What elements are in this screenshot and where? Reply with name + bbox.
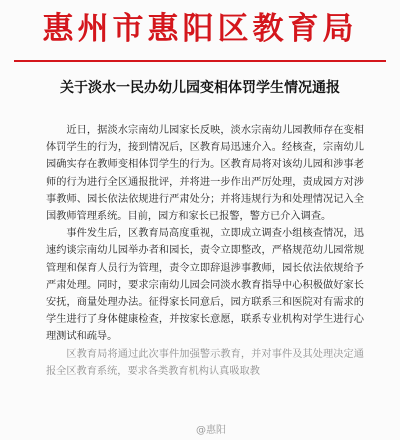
notice-body bbox=[46, 122, 364, 380]
letterhead bbox=[0, 0, 400, 64]
issuer-name: 惠州市惠阳区教育局 bbox=[42, 11, 358, 47]
notice-title: 关于淡水一民办幼儿园变相体罚学生情况通报 bbox=[60, 80, 340, 96]
watermark-text: @惠阳 bbox=[196, 425, 226, 436]
red-divider bbox=[14, 60, 386, 62]
paragraph-1: 近日，据淡水宗南幼儿园家长反映，淡水宗南幼儿园教师存在变相体罚学生的行为，接到情况后，区教育局迅速介入。经核查，宗南幼儿园确实存在教师变相体罚学生的行为。区教育局将对该幼儿园和涉事老师的行为进行全区通报批评，并将进一步作出严厉处理，责成园方对涉事教师、园长依法依规进行严肃处分；并将违规行为和处理情况记入全国教师管理系统。目前，园方和家长已报警，警方已介入调查。 bbox=[46, 125, 364, 223]
paragraph-2: 事件发生后，区教育局高度重视，立即成立调查小组核查情况，迅速约谈宗南幼儿园举办者和园长，责令立即整改，严格规范幼儿园常规管理和保育人员行为管理，责令立即辞退涉事教师，园长依法依规给予严肃处理。同时，要求宗南幼儿园会同淡水教育指导中心积极做好家长安抚，商量处理办法。征得家长同意后，园方联系三和医院对有需求的学生进行了身体健康检查，并按家长意愿，联系专业机构对学生进行心理测试和疏导。 bbox=[46, 228, 364, 343]
paragraph-3-partial: 区教育局将通过此次事件加强警示教育，并对事件及其处理决定通报全区教育系统，要求各类教育机构认真吸取教 bbox=[46, 348, 364, 377]
